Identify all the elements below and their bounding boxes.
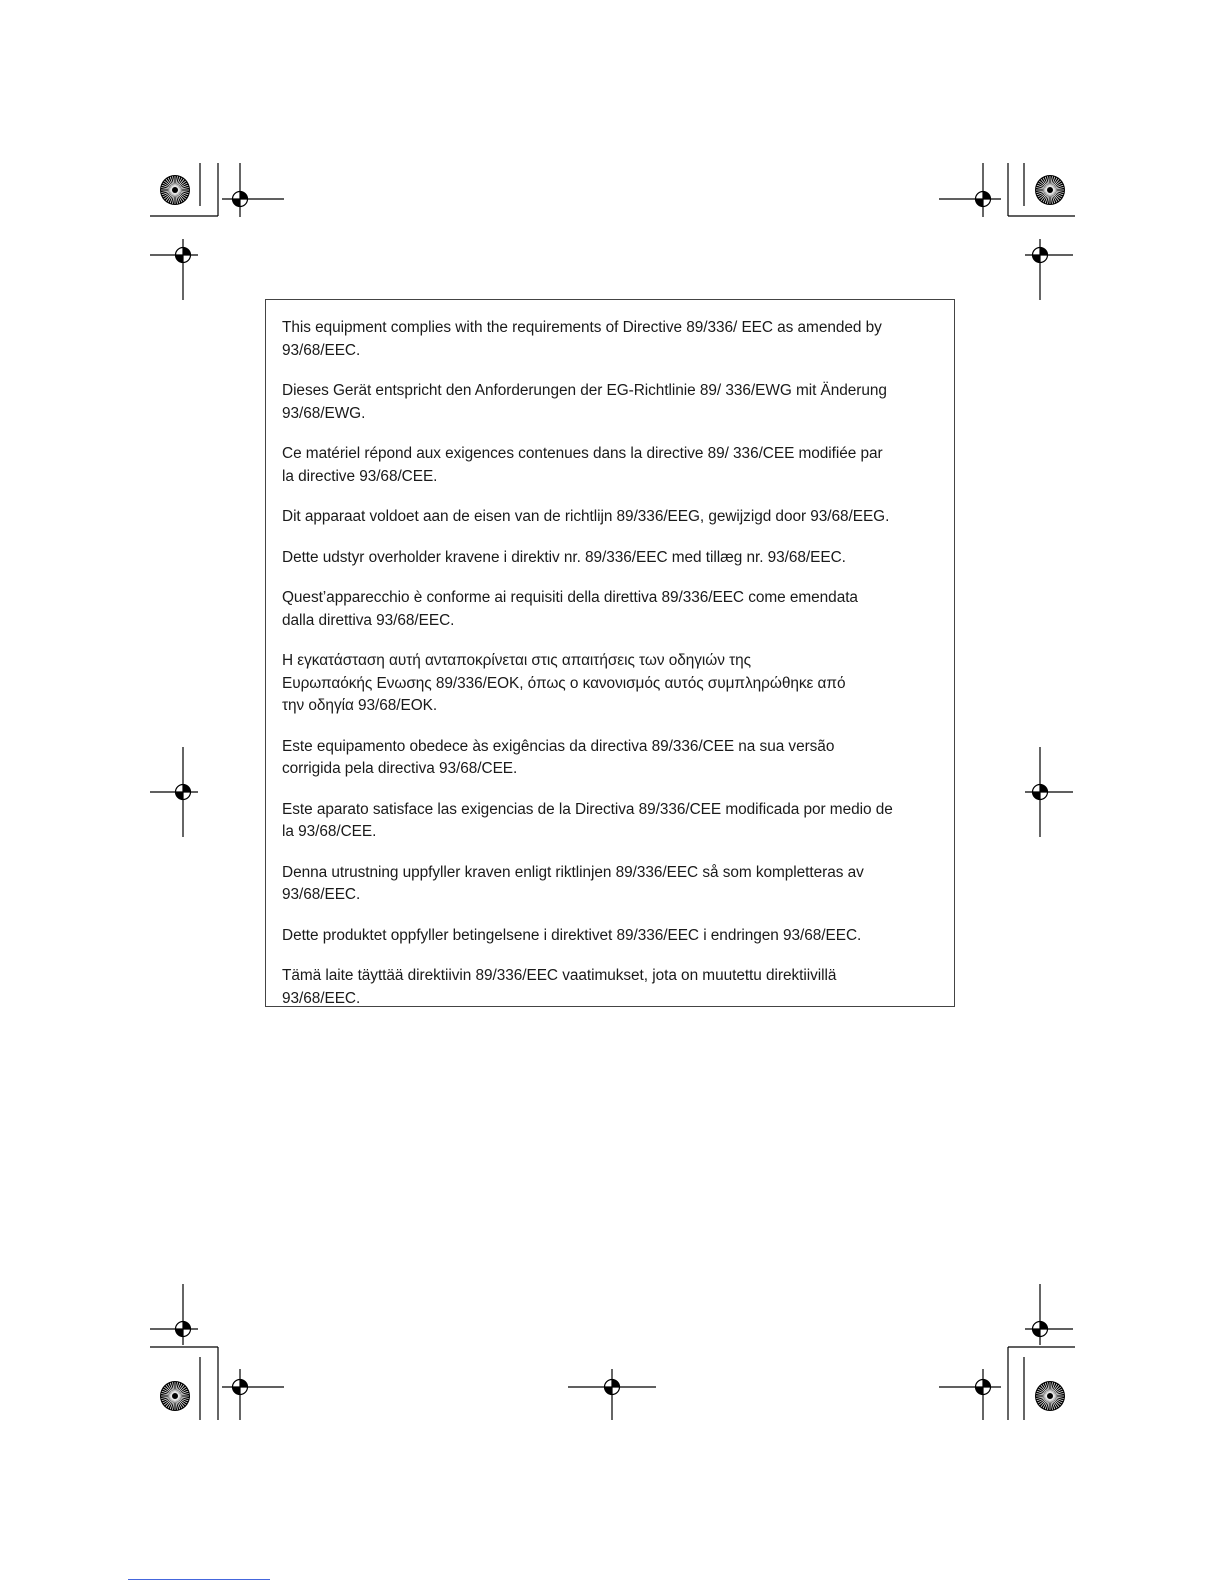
notice-paragraph-italian: Quest’apparecchio è conforme ai requisiti della direttiva 89/336/EEC come emendata dalla direttiva 93/68/EEC. — [282, 589, 858, 629]
notice-paragraph-german: Dieses Gerät entspricht den Anforderungen der EG-Richtlinie 89/ 336/EWG mit Änderung 93/68/EWG. — [282, 382, 887, 422]
starburst-center — [1047, 1393, 1053, 1399]
notice-paragraph-swedish: Denna utrustning uppfyller kraven enligt riktlinjen 89/336/EEC så som kompletteras av 93/68/EEC. — [282, 863, 864, 903]
ce-compliance-notice — [265, 299, 955, 1007]
starburst-center — [1047, 187, 1053, 193]
notice-paragraph-greek: Η εγκατάσταση αυτή ανταποκρίνεται στις απαιτήσεις των οδηγιών της Ευρωπαόκής Ενωσης 89/336/ΕΟΚ, όπως ο κανονισμός αυτός συμπληρώθηκε από την οδηγία 93/68/ΕΟΚ. — [282, 652, 846, 714]
bottom-rule-line — [128, 1579, 270, 1580]
notice-paragraph-portuguese: Este equipamento obedece às exigências da directiva 89/336/CEE na sua versão corrigida pela directiva 93/68/CEE. — [282, 737, 835, 777]
notice-paragraph-spanish: Este aparato satisface las exigencias de la Directiva 89/336/CEE modificada por medio de la 93/68/CEE. — [282, 800, 893, 840]
notice-paragraph-english: This equipment complies with the requirements of Directive 89/336/ EEC as amended by 93/68/EEC. — [282, 319, 882, 359]
notice-paragraph-finnish: Tämä laite täyttää direktiivin 89/336/EEC vaatimukset, jota on muutettu direktiivillä 93/68/EEC. — [282, 967, 837, 1007]
starburst-center — [172, 187, 178, 193]
notice-paragraph-french: Ce matériel répond aux exigences contenues dans la directive 89/ 336/CEE modifiée par la directive 93/68/CEE. — [282, 445, 883, 485]
starburst-center — [172, 1393, 178, 1399]
notice-paragraph-dutch: Dit apparaat voldoet aan de eisen van de richtlijn 89/336/EEG, gewijzigd door 93/68/EEG. — [282, 508, 890, 525]
notice-paragraph-danish: Dette udstyr overholder kravene i direktiv nr. 89/336/EEC med tillæg nr. 93/68/EEC. — [282, 548, 846, 566]
notice-paragraph-norwegian: Dette produktet oppfyller betingelsene i direktivet 89/336/EEC i endringen 93/68/EEC. — [282, 926, 862, 944]
